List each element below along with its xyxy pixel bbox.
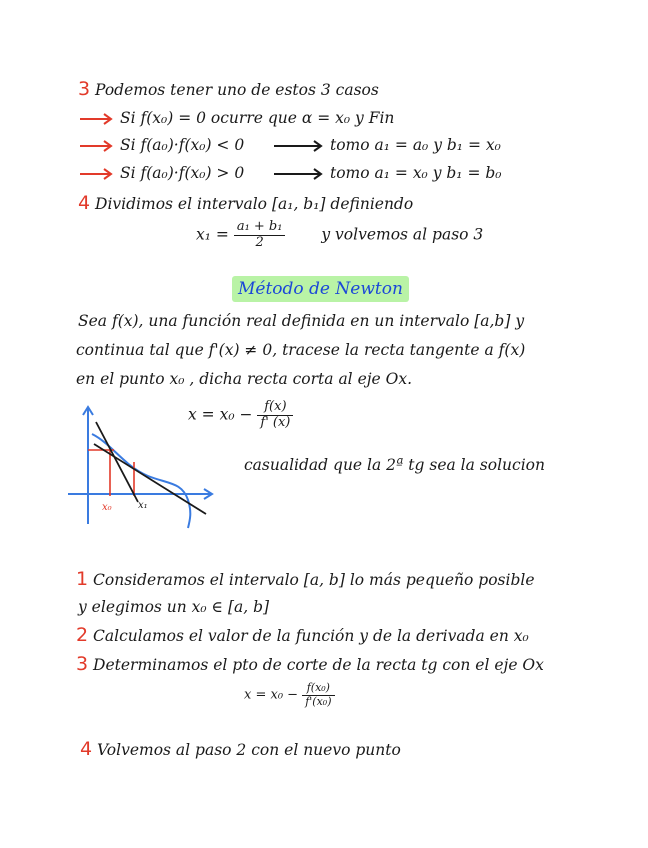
newton-step-formula [244, 682, 335, 708]
step-text: Determinamos el pto de corte de la recta tg con el eje Ox [93, 656, 544, 674]
case-2-condition: Si f(a₀)·f(x₀) < 0 [120, 136, 245, 154]
formula-tail: y volvemos al paso 3 [321, 225, 484, 244]
case-3-condition: Si f(a₀)·f(x₀) > 0 [120, 164, 245, 182]
fraction-numerator: a₁ + b₁ [234, 220, 286, 236]
step-3-line [78, 80, 379, 99]
newton-step-1-continued: y elegimos un x₀ ∈ [a, b] [78, 598, 270, 616]
fraction [257, 400, 293, 431]
step-number: 1 [76, 568, 89, 590]
step-text: Volvemos al paso 2 con el nuevo punto [97, 741, 401, 759]
newton-step-4-line [80, 740, 401, 759]
fraction-numerator: f(x) [257, 400, 293, 416]
black-arrow-icon [272, 140, 324, 152]
tangent-line-1 [96, 422, 138, 502]
newton-step-3-line [76, 655, 544, 674]
newton-paragraph-line-2: continua tal que f'(x) ≠ 0, tracese la recta tangente a f(x) [76, 341, 526, 359]
black-arrow-icon [272, 168, 324, 180]
fraction-numerator: f(x₀) [302, 682, 334, 696]
midpoint-formula [196, 220, 483, 251]
graph-note: casualidad que la 2ª tg sea la solucion [244, 456, 545, 474]
fraction-denominator: 2 [255, 234, 264, 250]
newton-step-1-line [76, 570, 535, 589]
step-number: 4 [78, 192, 91, 214]
formula-lhs: x = x₀ − [188, 405, 253, 424]
step-text: Dividimos el intervalo [a₁, b₁] definiendo [95, 195, 414, 213]
fraction [234, 220, 286, 251]
x1-label: x₁ [138, 500, 148, 511]
step-number: 3 [78, 78, 91, 100]
fraction [302, 682, 334, 708]
case-1-text: Si f(x₀) = 0 ocurre que α = x₀ y Fin [120, 109, 395, 127]
function-curve [92, 434, 190, 528]
section-heading: Método de Newton [232, 276, 409, 302]
formula-lhs: x = x₀ − [244, 687, 299, 703]
step-text: Consideramos el intervalo [a, b] lo más pequeño posible [93, 571, 535, 589]
case-2-result: tomo a₁ = a₀ y b₁ = x₀ [330, 136, 501, 154]
newton-paragraph-line-1: Sea f(x), una función real definida en un intervalo [a,b] y [78, 312, 525, 330]
step-text: Calculamos el valor de la función y de la derivada en x₀ [93, 627, 529, 645]
newton-step-2-line [76, 626, 529, 645]
formula-lhs: x₁ = [196, 225, 229, 244]
step-text: Podemos tener uno de estos 3 casos [95, 81, 379, 99]
case-3-result: tomo a₁ = x₀ y b₁ = b₀ [330, 164, 502, 182]
newton-paragraph-line-3: en el punto x₀ , dicha recta corta al eje Ox. [76, 370, 413, 388]
red-arrow-icon [78, 113, 114, 125]
step-number: 3 [76, 653, 89, 675]
x0-label: x₀ [102, 502, 112, 513]
fraction-denominator: f'(x₀) [305, 694, 332, 708]
red-arrow-icon [78, 168, 114, 180]
newton-formula [188, 400, 293, 431]
red-arrow-icon [78, 140, 114, 152]
step-number: 4 [80, 738, 93, 760]
step-4-line [78, 194, 413, 213]
step-number: 2 [76, 624, 89, 646]
fraction-denominator: f' (x) [260, 414, 291, 430]
